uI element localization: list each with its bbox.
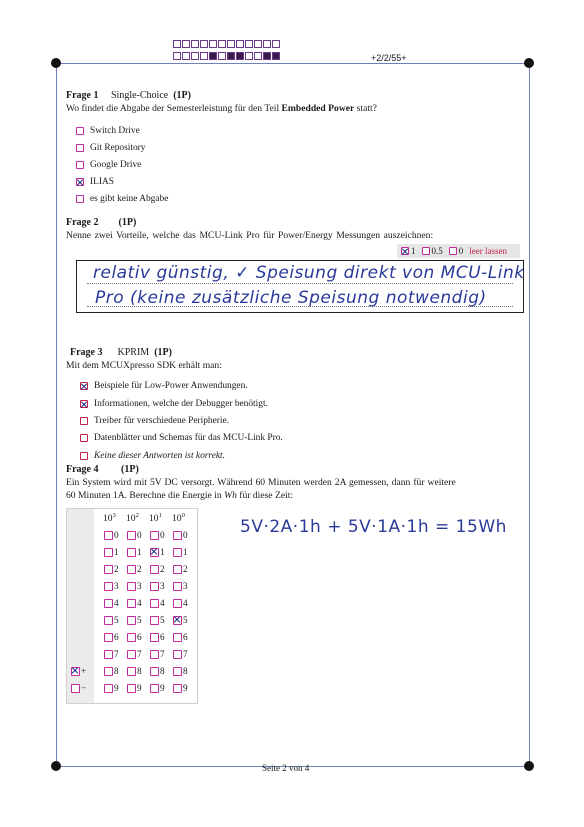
q4-digit-label: 7	[137, 649, 142, 659]
q4-digit-cell[interactable]	[127, 666, 142, 676]
q4-digit-label: 4	[137, 598, 142, 608]
q4-digit-label: 6	[160, 632, 165, 642]
id-code-cell	[182, 52, 190, 60]
q4-digit-checkbox[interactable]	[173, 565, 182, 574]
q4-digit-cell[interactable]	[150, 581, 165, 591]
q4-text-before: 60 Minuten 1A. Berechne die Energie in	[66, 490, 225, 501]
score-option-0[interactable]	[449, 246, 464, 256]
q1-option-label: Git Repository	[90, 143, 146, 153]
q4-digit-label: 3	[114, 581, 119, 591]
q4-digit-label: 4	[114, 598, 119, 608]
q1-text-after: statt?	[354, 103, 377, 114]
q3-type: KPRIM	[117, 347, 150, 358]
q3-option[interactable]	[80, 451, 225, 461]
q4-digit-label: 1	[137, 547, 142, 557]
q1-option[interactable]	[76, 126, 140, 136]
id-code-cell	[200, 52, 208, 60]
q3-option[interactable]	[80, 416, 229, 426]
q4-digit-cell[interactable]	[127, 581, 142, 591]
q4-digit-cell[interactable]	[150, 649, 165, 659]
q4-digit-label: 9	[183, 683, 188, 693]
q4-digit-label: 3	[160, 581, 165, 591]
frame-top-line	[57, 63, 530, 64]
q4-digit-cell[interactable]	[127, 615, 142, 625]
q4-digit-cell[interactable]	[173, 615, 188, 625]
q4-digit-cell[interactable]	[127, 632, 142, 642]
q4-digit-label: 6	[183, 632, 188, 642]
q1-option-label: es gibt keine Abgabe	[90, 194, 169, 204]
q4-digit-checkbox[interactable]	[173, 582, 182, 591]
q1-option-label: Google Drive	[90, 160, 142, 170]
q4-digit-checkbox[interactable]	[173, 616, 182, 625]
q4-digit-checkbox[interactable]	[104, 633, 113, 642]
column-header-exponent: 1	[158, 512, 162, 519]
id-code-cell	[200, 40, 208, 48]
id-code-cell	[245, 40, 253, 48]
id-code-cell	[272, 40, 280, 48]
q4-column-header	[126, 512, 139, 524]
q4-digit-label: 6	[114, 632, 119, 642]
q1-header	[66, 90, 191, 101]
q4-digit-cell[interactable]	[127, 598, 142, 608]
q3-question: Mit dem MCUXpresso SDK erhält man:	[66, 360, 222, 371]
q4-unit: Wh	[224, 490, 237, 501]
q1-points: (1P)	[173, 90, 191, 101]
q4-digit-label: 2	[183, 564, 188, 574]
q4-digit-label: 2	[114, 564, 119, 574]
q4-sign-checkbox[interactable]	[71, 667, 80, 676]
q4-digit-checkbox[interactable]	[127, 531, 136, 540]
q1-option-label: Switch Drive	[90, 126, 140, 136]
q4-digit-label: 1	[114, 547, 119, 557]
column-header-base: 10	[149, 513, 159, 525]
q4-digit-cell[interactable]	[104, 632, 119, 642]
q4-digit-checkbox[interactable]	[173, 531, 182, 540]
q4-digit-label: 0	[183, 530, 188, 540]
q3-number: Frage 3	[70, 347, 103, 358]
q2-points: (1P)	[118, 217, 137, 228]
q1-text-before: Wo findet die Abgabe der Semesterleistung für den Teil	[66, 103, 282, 114]
q4-digit-cell[interactable]	[173, 649, 188, 659]
q4-digit-label: 7	[114, 649, 119, 659]
q1-number: Frage 1	[66, 90, 99, 101]
q3-option-checkbox[interactable]	[80, 417, 88, 425]
q4-digit-checkbox[interactable]	[150, 548, 159, 557]
q4-digit-label: 8	[137, 666, 142, 676]
q1-option[interactable]	[76, 143, 145, 153]
q3-option-label: Informationen, welche der Debugger benötigt.	[94, 399, 268, 409]
q4-digit-label: 9	[160, 683, 165, 693]
column-header-exponent: 3	[112, 512, 116, 519]
q3-option-label: Datenblätter und Schemas für das MCU-Link Pro.	[94, 433, 283, 443]
q4-digit-cell[interactable]	[104, 683, 119, 693]
q4-digit-checkbox[interactable]	[173, 667, 182, 676]
q4-digit-checkbox[interactable]	[150, 633, 159, 642]
q4-digit-checkbox[interactable]	[150, 650, 159, 659]
q4-digit-checkbox[interactable]	[150, 582, 159, 591]
q1-question	[66, 103, 377, 114]
q4-digit-checkbox[interactable]	[173, 633, 182, 642]
q4-digit-checkbox[interactable]	[127, 599, 136, 608]
q4-digit-checkbox[interactable]	[150, 565, 159, 574]
q4-digit-checkbox[interactable]	[127, 582, 136, 591]
id-code-cell	[209, 52, 217, 60]
q4-sign-plus[interactable]	[71, 666, 86, 676]
id-code-cell	[227, 52, 235, 60]
q1-type: Single-Choice	[111, 90, 169, 101]
corner-marker-br	[524, 761, 534, 771]
q4-digit-cell[interactable]	[173, 564, 188, 574]
q4-digit-checkbox[interactable]	[104, 565, 113, 574]
column-header-base: 10	[126, 513, 136, 525]
q4-digit-checkbox[interactable]	[150, 684, 159, 693]
q4-digit-checkbox[interactable]	[127, 650, 136, 659]
q4-digit-checkbox[interactable]	[104, 599, 113, 608]
q4-digit-checkbox[interactable]	[150, 531, 159, 540]
q4-digit-label: 2	[160, 564, 165, 574]
q2-number: Frage 2	[66, 217, 99, 228]
column-header-exponent: 2	[135, 512, 139, 519]
q4-digit-label: 5	[137, 615, 142, 625]
q4-digit-checkbox[interactable]	[104, 667, 113, 676]
q4-digit-label: 4	[160, 598, 165, 608]
column-header-base: 10	[103, 513, 113, 525]
id-code-cell	[173, 40, 181, 48]
id-code-cell	[191, 40, 199, 48]
score-checkbox-0[interactable]	[449, 247, 457, 255]
q4-digit-cell[interactable]	[173, 598, 188, 608]
id-code-cell	[272, 52, 280, 60]
q1-option-checkbox[interactable]	[76, 178, 84, 186]
q4-digit-label: 7	[183, 649, 188, 659]
q2-header	[66, 217, 136, 228]
q4-digit-cell[interactable]	[127, 683, 142, 693]
q1-option-checkbox[interactable]	[76, 195, 84, 203]
score-checkbox-1[interactable]	[401, 247, 409, 255]
q3-option-label: Keine dieser Antworten ist korrekt.	[94, 451, 225, 461]
q4-digit-cell[interactable]	[173, 632, 188, 642]
q2-handwriting-line-2: Pro (keine zusätzliche Speisung notwendig)	[95, 288, 487, 308]
id-code-cell	[218, 52, 226, 60]
q4-column-header	[149, 512, 162, 524]
q4-sign-label: +	[81, 666, 87, 676]
q1-option-checkbox[interactable]	[76, 127, 84, 135]
column-header-exponent: 0	[181, 512, 185, 519]
id-code-cell	[254, 52, 262, 60]
q4-digit-cell[interactable]	[150, 615, 165, 625]
q4-digit-checkbox[interactable]	[127, 548, 136, 557]
q1-option-label: ILIAS	[90, 177, 114, 187]
q4-digit-label: 1	[160, 547, 165, 557]
q4-digit-cell[interactable]	[104, 547, 119, 557]
q4-digit-checkbox[interactable]	[173, 548, 182, 557]
q4-digit-label: 5	[160, 615, 165, 625]
q1-option-checkbox[interactable]	[76, 144, 84, 152]
q4-digit-checkbox[interactable]	[127, 684, 136, 693]
q4-digit-checkbox[interactable]	[173, 599, 182, 608]
id-code-cell	[263, 52, 271, 60]
q4-digit-cell[interactable]	[173, 581, 188, 591]
q4-digit-cell[interactable]	[150, 530, 165, 540]
q4-number: Frage 4	[66, 464, 99, 475]
frame-right-line	[529, 63, 530, 766]
q4-digit-checkbox[interactable]	[104, 531, 113, 540]
corner-marker-bl	[51, 761, 61, 771]
q4-sign-checkbox[interactable]	[71, 684, 80, 693]
id-code-cell	[227, 40, 235, 48]
q4-digit-checkbox[interactable]	[173, 650, 182, 659]
id-code-cell	[263, 40, 271, 48]
q4-digit-checkbox[interactable]	[127, 565, 136, 574]
q4-digit-cell[interactable]	[104, 666, 119, 676]
q4-digit-cell[interactable]	[150, 547, 165, 557]
q4-digit-checkbox[interactable]	[104, 616, 113, 625]
q4-digit-cell[interactable]	[150, 683, 165, 693]
score-label-1: 1	[411, 246, 416, 256]
q2-question: Nenne zwei Vorteile, welche das MCU-Link Pro für Power/Energy Messungen auszeichnen:	[66, 230, 434, 241]
score-checkbox-0-5[interactable]	[422, 247, 430, 255]
q3-points: (1P)	[154, 347, 172, 358]
q4-digit-label: 0	[114, 530, 119, 540]
q4-digit-cell[interactable]	[150, 598, 165, 608]
id-code-row-2	[173, 52, 281, 60]
q4-digit-cell[interactable]	[173, 530, 188, 540]
q3-option-label: Treiber für verschiedene Peripherie.	[94, 416, 230, 426]
q4-digit-cell[interactable]	[150, 666, 165, 676]
q4-digit-cell[interactable]	[173, 547, 188, 557]
q1-text-bold: Embedded Power	[281, 103, 355, 114]
q3-option-label: Beispiele für Low-Power Anwendungen.	[94, 381, 248, 391]
q4-sign-label: −	[81, 683, 87, 693]
q4-digit-cell[interactable]	[127, 530, 142, 540]
q4-digit-label: 7	[160, 649, 165, 659]
q3-option-checkbox[interactable]	[80, 382, 88, 390]
q4-digit-label: 0	[137, 530, 142, 540]
q4-header	[66, 464, 139, 475]
q4-digit-checkbox[interactable]	[104, 650, 113, 659]
q4-digit-label: 1	[183, 547, 188, 557]
id-code-cell	[209, 40, 217, 48]
q4-digit-label: 0	[160, 530, 165, 540]
answer-line-1	[87, 283, 513, 284]
footer-page-label: Seite 2 von 4	[262, 763, 310, 773]
score-option-0-5[interactable]	[422, 246, 443, 256]
q4-digit-cell[interactable]	[173, 666, 188, 676]
q4-digit-cell[interactable]	[104, 564, 119, 574]
q3-option-checkbox[interactable]	[80, 434, 88, 442]
q4-handwriting: 5V·2A·1h + 5V·1A·1h = 15Wh	[240, 517, 507, 537]
q4-points: (1P)	[121, 464, 139, 475]
q4-column-header	[172, 512, 185, 524]
page-code: +2/2/55+	[371, 53, 407, 63]
id-code-cell	[218, 40, 226, 48]
q1-option[interactable]	[76, 177, 114, 187]
q4-digit-checkbox[interactable]	[150, 667, 159, 676]
frame-left-line	[56, 63, 57, 766]
q4-digit-label: 8	[114, 666, 119, 676]
q3-option-checkbox[interactable]	[80, 452, 88, 460]
id-code-cell	[254, 40, 262, 48]
q4-digit-cell[interactable]	[104, 615, 119, 625]
q4-digit-label: 8	[183, 666, 188, 676]
q4-digit-label: 2	[137, 564, 142, 574]
q4-digit-label: 9	[137, 683, 142, 693]
corner-marker-tr	[524, 58, 534, 68]
q4-digit-label: 8	[160, 666, 165, 676]
q2-answer-box[interactable]	[76, 260, 524, 313]
id-code-cell	[236, 40, 244, 48]
q2-score-bar	[397, 244, 520, 258]
q4-digit-checkbox[interactable]	[104, 582, 113, 591]
q3-option[interactable]	[80, 399, 268, 409]
q4-digit-label: 4	[183, 598, 188, 608]
q3-header	[70, 347, 172, 358]
q4-digit-checkbox[interactable]	[104, 684, 113, 693]
q4-digit-checkbox[interactable]	[127, 633, 136, 642]
q4-digit-cell[interactable]	[173, 683, 188, 693]
q4-digit-cell[interactable]	[104, 530, 119, 540]
q4-digit-cell[interactable]	[104, 581, 119, 591]
q4-question-line-1: Ein System wird mit 5V DC versorgt. Während 60 Minuten werden 2A gemessen, dann für weitere	[66, 477, 456, 488]
q4-digit-checkbox[interactable]	[150, 616, 159, 625]
leave-empty-label: leer lassen	[469, 246, 507, 256]
q1-option[interactable]	[76, 160, 141, 170]
q4-digit-cell[interactable]	[127, 547, 142, 557]
q4-digit-checkbox[interactable]	[173, 684, 182, 693]
q4-text-after: für diese Zeit:	[236, 490, 294, 501]
score-label-0-5: 0.5	[431, 246, 443, 256]
q4-digit-cell[interactable]	[127, 564, 142, 574]
q4-question-line-2	[66, 490, 293, 501]
q4-sign-minus[interactable]	[71, 683, 86, 693]
q4-digit-label: 5	[183, 615, 188, 625]
q3-option[interactable]	[80, 381, 248, 391]
id-code-cell	[182, 40, 190, 48]
q2-handwriting-line-1: relativ günstig, ✓ Speisung direkt von MCU-Link	[93, 263, 525, 283]
q3-option[interactable]	[80, 433, 283, 443]
column-header-base: 10	[172, 513, 182, 525]
q4-digit-checkbox[interactable]	[150, 599, 159, 608]
q1-option[interactable]	[76, 194, 168, 204]
id-code-row-1	[173, 40, 281, 48]
q4-digit-cell[interactable]	[150, 564, 165, 574]
corner-marker-tl	[51, 58, 61, 68]
id-code-cell	[173, 52, 181, 60]
q4-digit-label: 9	[114, 683, 119, 693]
q4-digit-cell[interactable]	[104, 649, 119, 659]
id-code-cell	[245, 52, 253, 60]
id-code-cell	[191, 52, 199, 60]
score-label-0: 0	[458, 246, 464, 256]
q4-digit-cell[interactable]	[104, 598, 119, 608]
q4-digit-cell[interactable]	[127, 649, 142, 659]
id-code-cell	[236, 52, 244, 60]
q4-digit-cell[interactable]	[150, 632, 165, 642]
score-option-1[interactable]	[401, 246, 416, 256]
q1-option-checkbox[interactable]	[76, 161, 84, 169]
q4-digit-checkbox[interactable]	[127, 667, 136, 676]
q3-option-checkbox[interactable]	[80, 400, 88, 408]
q4-digit-checkbox[interactable]	[127, 616, 136, 625]
q4-digit-label: 3	[183, 581, 188, 591]
q4-digit-label: 5	[114, 615, 119, 625]
q4-digit-checkbox[interactable]	[104, 548, 113, 557]
q4-column-header	[103, 512, 116, 524]
q4-digit-label: 3	[137, 581, 142, 591]
q4-digit-label: 6	[137, 632, 142, 642]
